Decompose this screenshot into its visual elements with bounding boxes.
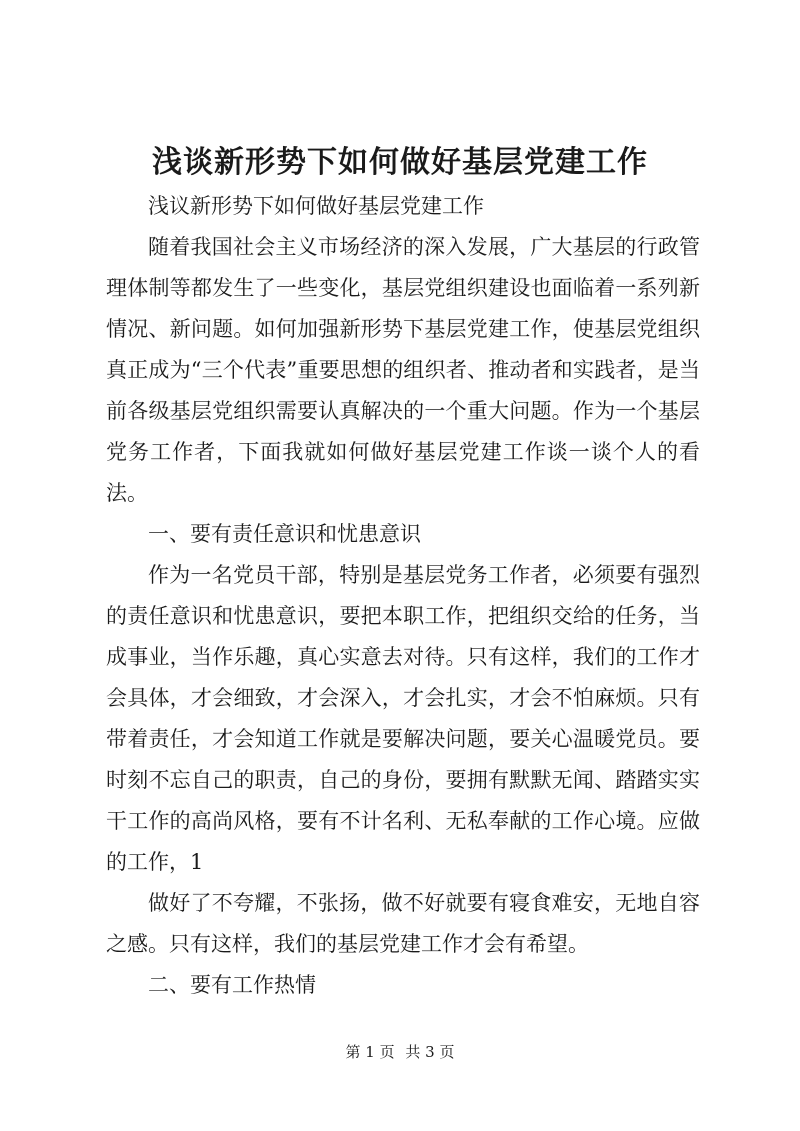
- section-1-paragraph: 作为一名党员干部，特别是基层党务工作者，必须要有强烈的责任意识和忧患意识，要把本职工作，把组织交给的任务，当成事业，当作乐趣，真心实意去对待。只有这样，我们的工作才会具体，才会细致，才会深入，才会扎实，才会不怕麻烦。只有带着责任，才会知道工作就是要解决问题，要关心温暖党员。要时刻不忘自己的职责，自己的身份，要拥有默默无闻、踏踏实实干工作的高尚风格，要有不计名利、无私奉献的工作心境。应做的工作，1: [106, 563, 700, 874]
- document-body: [106, 186, 700, 1006]
- page-total: 共 3 页: [405, 1043, 455, 1061]
- intro-paragraph: 随着我国社会主义市场经济的深入发展，广大基层的行政管理体制等都发生了一些变化，基层党组织建设也面临着一系列新情况、新问题。如何加强新形势下基层党建工作，使基层党组织真正成为“三个代表”重要思想的组织者、推动者和实践者，是当前各级基层党组织需要认真解决的一个重大问题。作为一个基层党务工作者，下面我就如何做好基层党建工作谈一谈个人的看法。: [106, 235, 700, 505]
- subtitle-paragraph: 浅议新形势下如何做好基层党建工作: [148, 194, 484, 218]
- document-title: 浅谈新形势下如何做好基层党建工作: [152, 145, 648, 180]
- section-1-continuation: 做好了不夸耀，不张扬，做不好就要有寝食难安，无地自容之感。只有这样，我们的基层党建工作才会有希望。: [106, 891, 700, 956]
- page-footer: [0, 1042, 800, 1062]
- section-heading-1: 一、要有责任意识和忧患意识: [148, 522, 421, 546]
- page-number: 第 1 页: [345, 1043, 395, 1061]
- section-heading-2: 二、要有工作热情: [148, 973, 316, 997]
